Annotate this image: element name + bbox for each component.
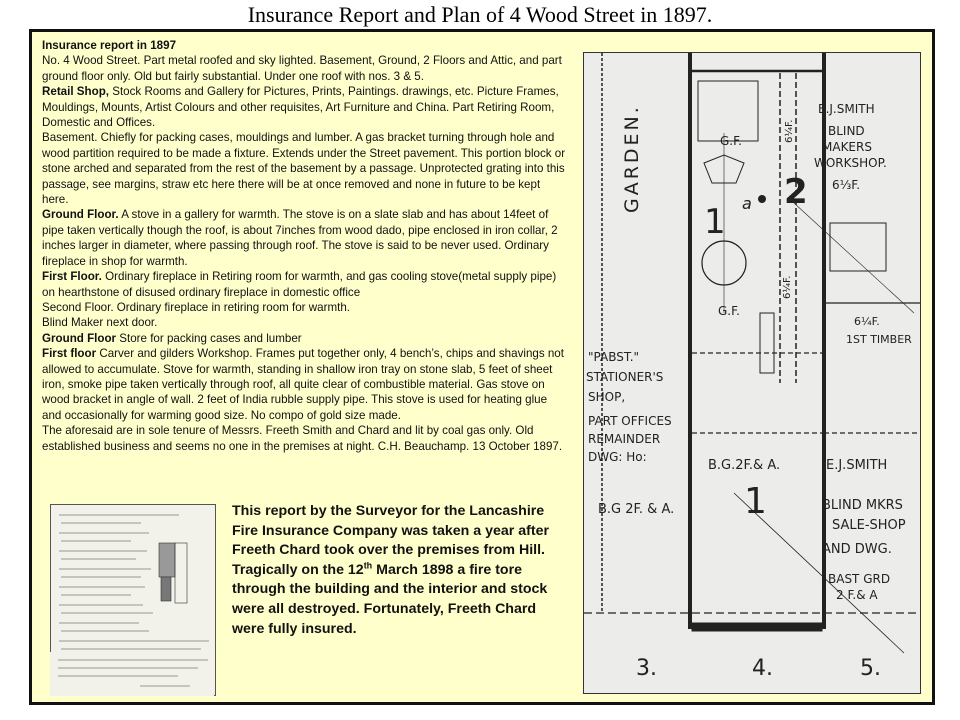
report-heading: Insurance report in 1897 (42, 39, 177, 52)
report-paragraph-first (42, 269, 568, 300)
plan-drawing (584, 53, 920, 693)
smith-line-1: E.J.SMITH (818, 102, 875, 116)
report-paragraph-ground2 (42, 331, 568, 346)
pabst-line-2: STATIONER'S (586, 370, 664, 384)
report-paragraph-basement: Basement. Chiefly for packing cases, mouldings and lumber. A gas bracket turning through hole and wood partition required to be made a fixture. Extends under the Street pavement. This portion block or stone arched and separated from the rest of the basement by a passage. Unprotected grating into this passage, see margins, straw etc here there will be at once removed and none in future to be kept here. (42, 131, 566, 207)
smith2-line-4: AND DWG. (822, 542, 892, 557)
ground-text: A stove in a gallery for warmth. The stove is on a slate slab and has about 14feet of pipe taken vertically though the roof, is about 7inches from wood dado, pipe enclosed in iron collar, 2 inches larger in diameter, where passing through roof. The stove is said to be never used. Ordinary fireplace in shop for warmth. (42, 208, 558, 268)
report-paragraph-blind: Blind Maker next door. (42, 316, 158, 330)
ground2-label: Ground Floor (42, 331, 117, 345)
page-title: Insurance Report and Plan of 4 Wood Street in 1897. (247, 2, 713, 27)
report-paragraph-intro: No. 4 Wood Street. Part metal roofed and sky lighted. Basement, Ground, 2 Floors and Attic, and part ground floor only. Old but fairly substantial. Under one roof with nos. 3 & 5. (42, 54, 562, 83)
plan-number-1-large: 1 (744, 481, 767, 522)
ground-label: Ground Floor. (42, 208, 119, 222)
handwritten-report-thumbnail-lower (50, 652, 214, 696)
street-numbers (636, 656, 881, 681)
summary-text (232, 502, 562, 639)
smith2-line-2: BLIND MKRS (822, 498, 903, 513)
summary-after: March 1898 a fire tore through the building and the interior and stock were all destroyed. Fortunately, Freeth Chard were fully insured. (232, 561, 548, 637)
summary-day-suffix: th (363, 560, 373, 571)
summary-day: 12 (347, 561, 364, 578)
report-paragraph-second: Second Floor. Ordinary fireplace in retiring room for warmth. (42, 300, 350, 314)
bast-line-2: 2 F.& A (836, 588, 878, 602)
handwritten-report-image-lower (50, 652, 214, 696)
first-label: First Floor. (42, 270, 102, 284)
building-plan (583, 52, 921, 694)
street-number-3: 3. (636, 656, 657, 681)
street-number-4: 4. (752, 656, 773, 681)
pabst-line-4: PART OFFICES (588, 414, 672, 428)
first-text: Ordinary fireplace in Retiring room for warmth, and gas cooling stove(metal supply pipe) on hearthstone of disused ordinary fireplace in domestic office (42, 270, 557, 299)
smith-line-5: 6⅓F. (832, 178, 861, 192)
smith2-line-3: SALE-SHOP (832, 518, 906, 533)
pabst-line-3: SHOP, (588, 390, 626, 404)
sixth-floor-label-upper: 6¼F. (784, 119, 795, 143)
pabst-line-5: REMAINDER (588, 432, 661, 446)
timber-label (846, 315, 912, 346)
retail-label: Retail Shop, (42, 85, 109, 99)
smith-line-4: WORKSHOP. (814, 156, 887, 170)
retail-text: Stock Rooms and Gallery for Pictures, Prints, Paintings. drawings, etc. Picture Frames, Mouldings, Mounts, Artist Colours and other requisites, Art Furniture and China. Part Retiring Room, Domestic and Offices. (42, 85, 559, 130)
report-paragraph-first2 (42, 346, 568, 423)
gf-upper-label: G.F. (720, 134, 742, 148)
report-paragraph-ground (42, 207, 568, 269)
report-paragraph-closing: The aforesaid are in sole tenure of Messrs. Freeth Smith and Chard and lit by coal gas only. Old established business and seems no one in the premises at night. C.H. Beauchamp. 13 October 1897. (42, 424, 563, 453)
pabst-shop-label (586, 350, 672, 464)
bg-mid-label: B.G.2F.& A. (708, 458, 781, 473)
timber-line-2: 1ST TIMBER (846, 333, 912, 346)
pabst-line-1: "PABST." (588, 350, 640, 364)
bg-left-label: B.G 2F. & A. (598, 502, 675, 517)
plan-letter-a: a (742, 194, 752, 213)
gf-lower-label: G.F. (718, 304, 740, 318)
first2-text: Carver and gilders Workshop. Frames put together only, 4 bench’s, chips and shavings not allowed to accumulate. Stove for warmth, standing in shallow iron tray on stone slab, 5 feet of sheet iron, smoke pipe taken vertically through roof, all quite clear of combustible material. Gas stove on wood bracket in angle of wall. 2 feet of India rubble supply pipe. This stove is used for heating glue and occasionally for warming good size. No compo of gold size made. (42, 347, 564, 422)
first2-label: First floor (42, 347, 97, 361)
smith-line-3: MAKERS (822, 140, 872, 154)
garden-label: GARDEN. (621, 104, 643, 213)
plan-number-2: 2 (784, 172, 808, 212)
smith-sale-shop-label (822, 458, 906, 557)
pabst-line-6: DWG: Ho: (588, 450, 647, 464)
bast-line-1: BAST GRD (828, 572, 891, 586)
report-paragraph-retail (42, 84, 568, 130)
content-panel (29, 29, 935, 705)
insurance-report-text (42, 38, 568, 454)
ground2-text: Store for packing cases and lumber (116, 331, 302, 345)
bast-grd-label (828, 572, 890, 602)
smith2-line-1: E.J.SMITH (826, 458, 888, 473)
timber-line-1: 6¼F. (854, 315, 880, 328)
smith-line-2: BLIND (828, 124, 865, 138)
summary-before: This report by the Surveyor for the Lancashire Fire Insurance Company was taken a year after Freeth Chard took over the premises from Hill. Tragically on the (232, 503, 549, 578)
plan-number-1: 1 (704, 202, 726, 242)
street-number-5: 5. (860, 656, 881, 681)
sixth-floor-label-lower: 6¼F. (782, 275, 793, 299)
